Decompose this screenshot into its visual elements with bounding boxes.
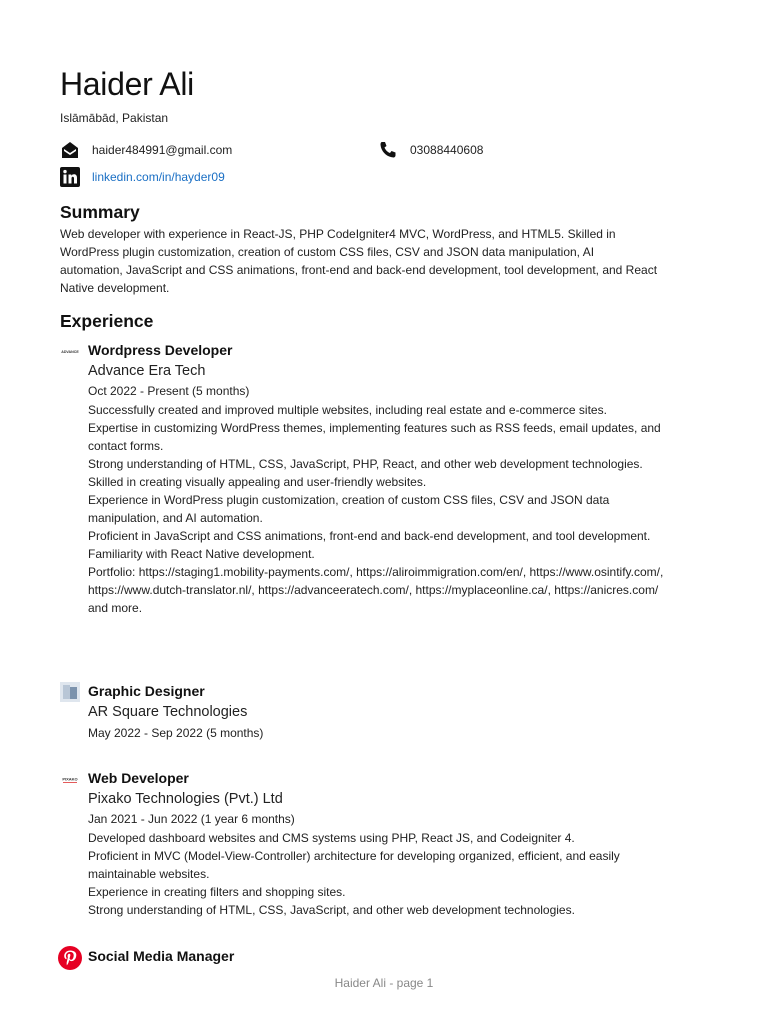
contact-email — [60, 140, 232, 160]
description-line: Strong understanding of HTML, CSS, JavaScript, and other web development technologies. — [88, 903, 575, 917]
contact-linkedin — [60, 167, 225, 187]
company-ar-square: AR Square Technologies — [88, 704, 248, 720]
experience-heading: Experience — [60, 311, 154, 331]
phone-text: 03088440608 — [410, 143, 484, 157]
job-title-social-media-manager: Social Media Manager — [88, 948, 235, 964]
description-line: Proficient in JavaScript and CSS animations, front-end and back-end development, and tool development. — [88, 529, 651, 543]
ar-square-logo — [60, 682, 80, 702]
description-line: Portfolio: https://staging1.mobility-payments.com/, https://aliroimmigration.com/en/, https://www.osintify.com/, https://www.dutch-translator.nl/, https://advanceeratech.com/, https://myplaceonline.ca/, https://anicres.com/ and more. — [88, 565, 664, 615]
company-pixako: Pixako Technologies (Pvt.) Ltd — [88, 791, 283, 807]
description-line: Proficient in MVC (Model-View-Controller) architecture for developing organized, efficient, and easily maintainable websites. — [88, 849, 620, 881]
description-line: Familiarity with React Native development. — [88, 547, 315, 561]
company-logo-text: ADVANCE — [61, 350, 79, 354]
job-dates: May 2022 - Sep 2022 (5 months) — [88, 726, 264, 740]
job-description — [88, 401, 668, 617]
summary-text: Web developer with experience in React-JS, PHP CodeIgniter4 MVC, WordPress, and HTML5. Skilled in WordPress plugin customization, creation of custom CSS files, CSV and JSON data manipulation, AI automation, JavaScript and CSS animations, front-end and back-end development, tool development, and React Native development. — [60, 227, 658, 295]
envelope-icon — [60, 140, 80, 160]
job-description — [88, 829, 668, 919]
contact-phone — [378, 140, 483, 160]
company-advance-era-tech: Advance Era Tech — [88, 363, 206, 379]
job-dates: Oct 2022 - Present (5 months) — [88, 384, 250, 398]
description-line: Successfully created and improved multiple websites, including real estate and e-commerce sites. — [88, 403, 607, 417]
company-logo-text: PIXAKO — [62, 776, 78, 782]
job-title-wordpress-developer: Wordpress Developer — [88, 342, 233, 358]
pixako-logo — [60, 769, 80, 789]
job-title-web-developer: Web Developer — [88, 770, 189, 786]
candidate-name: Haider Ali — [60, 66, 194, 102]
job-title-graphic-designer: Graphic Designer — [88, 683, 205, 699]
description-line: Expertise in customizing WordPress themes, implementing features such as RSS feeds, email updates, and contact forms. — [88, 421, 661, 453]
linkedin-link[interactable]: linkedin.com/in/hayder09 — [92, 170, 225, 184]
description-line: Skilled in creating visually appealing and user-friendly websites. — [88, 475, 427, 489]
page-footer: Haider Ali - page 1 — [334, 976, 434, 990]
description-line: Developed dashboard websites and CMS systems using PHP, React JS, and Codeigniter 4. — [88, 831, 575, 845]
pinterest-icon — [58, 946, 82, 970]
advance-era-tech-logo — [60, 341, 80, 361]
summary-heading: Summary — [60, 202, 140, 222]
email-text: haider484991@gmail.com — [92, 143, 233, 157]
job-dates: Jan 2021 - Jun 2022 (1 year 6 months) — [88, 812, 295, 826]
phone-icon — [378, 140, 398, 160]
description-line: Strong understanding of HTML, CSS, JavaScript, PHP, React, and other web development technologies. — [88, 457, 643, 471]
linkedin-icon — [60, 167, 80, 187]
description-line: Experience in creating filters and shopping sites. — [88, 885, 346, 899]
description-line: Experience in WordPress plugin customization, creation of custom CSS files, CSV and JSON data manipulation, and AI automation. — [88, 493, 610, 525]
candidate-location: Islāmābād, Pakistan — [60, 111, 169, 125]
